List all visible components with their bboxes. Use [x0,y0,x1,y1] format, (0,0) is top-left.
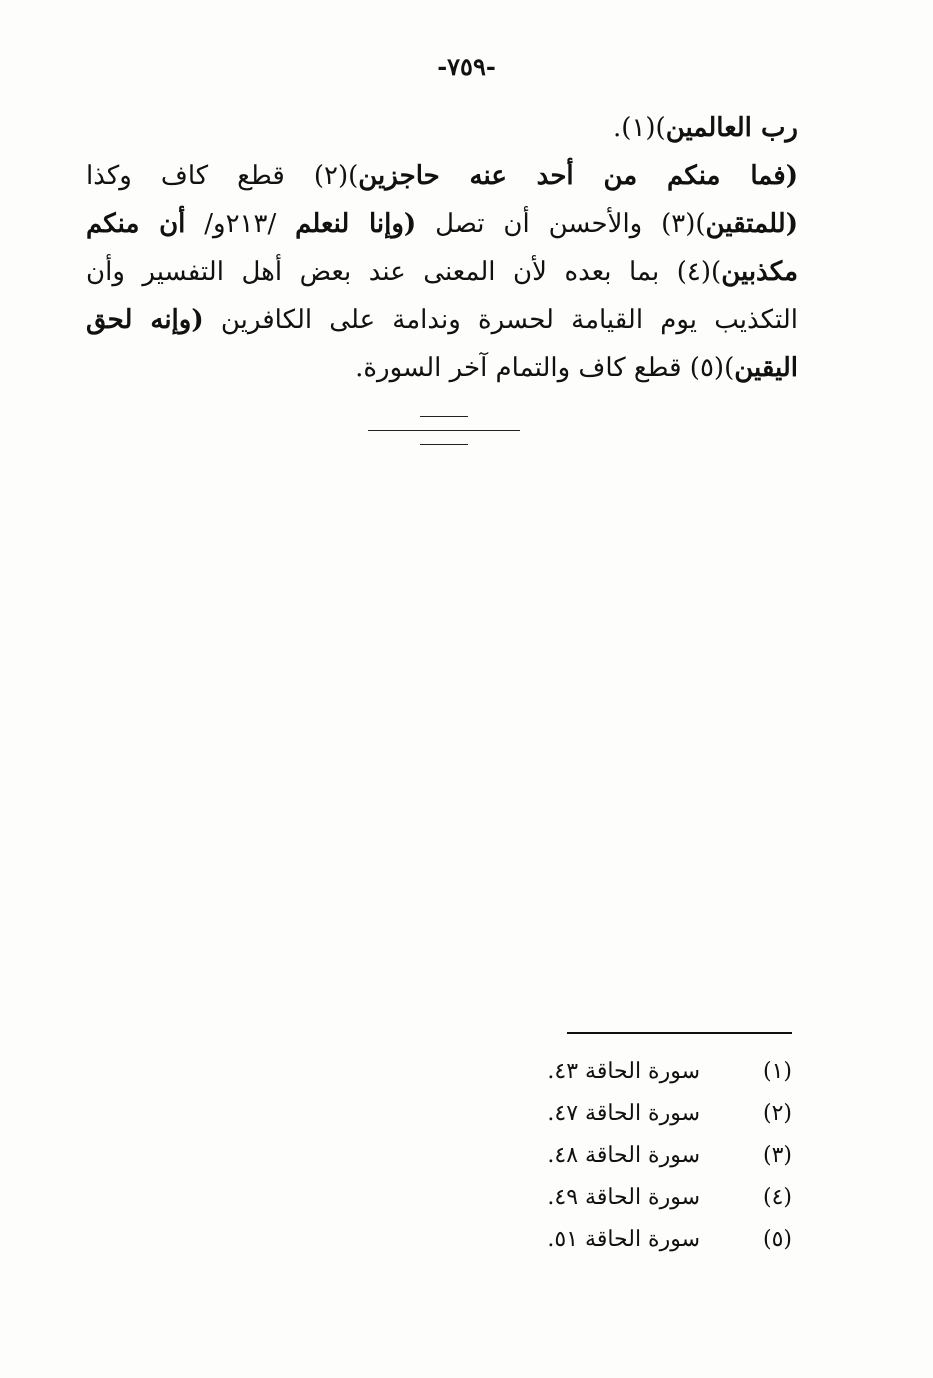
quran-phrase: (وإنا لنعلم [295,209,417,239]
footnote-text: سورة الحاقة ٤٩. [547,1184,700,1210]
footnote-number: (٥) [762,1226,792,1252]
ornament-line-bottom [420,444,468,445]
footnote-number: (٣) [762,1142,792,1168]
ornament-line-middle [368,430,520,431]
commentary-text: )(٢) قطع كاف وكذا [86,161,359,191]
quran-phrase: (وإنه لحق [86,305,204,335]
footnote-number: (٢) [762,1100,792,1126]
text-line-4 [86,248,798,296]
ornament-line-top [420,416,468,417]
quran-phrase: مكذبين [721,257,798,287]
section-end-ornament [368,414,520,448]
footnote-number: (١) [762,1058,792,1084]
text-line-2 [86,152,798,200]
text-line-6 [86,344,798,392]
commentary-text: )(٥) قطع كاف والتمام آخر السورة. [355,353,735,383]
page-number: -٧٥٩- [437,52,496,81]
main-text [86,104,798,392]
text-line-1 [86,104,798,152]
quran-phrase: اليقين [734,353,798,383]
commentary-text: )(٣) والأحسن أن تصل [416,209,706,239]
commentary-text: )(٤) بما بعده لأن المعنى عند بعض أهل التفسير وأن [86,257,722,287]
footnotes [470,1050,792,1260]
footnote-item [470,1050,792,1092]
commentary-text: /٢١٣و/ [185,209,296,239]
footnote-text: سورة الحاقة ٥١. [547,1226,700,1252]
quran-phrase: (للمتقين [705,209,798,239]
commentary-text: التكذيب يوم القيامة لحسرة وندامة على الكافرين [203,305,799,335]
quran-phrase: رب العالمين [665,113,798,143]
quran-phrase: أن منكم [86,209,186,239]
footnote-text: سورة الحاقة ٤٨. [547,1142,700,1168]
text-line-5 [86,296,798,344]
footnote-item [470,1134,792,1176]
quran-phrase: (فما منكم من أحد عنه حاجزين [358,161,799,191]
footnote-item [470,1092,792,1134]
footnote-text: سورة الحاقة ٤٧. [547,1100,700,1126]
footnote-item [470,1176,792,1218]
footnote-text: سورة الحاقة ٤٣. [547,1058,700,1084]
footnote-separator [567,1032,792,1034]
commentary-text: )(١). [613,113,666,143]
footnote-item [470,1218,792,1260]
text-line-3 [86,200,798,248]
footnote-number: (٤) [762,1184,792,1210]
